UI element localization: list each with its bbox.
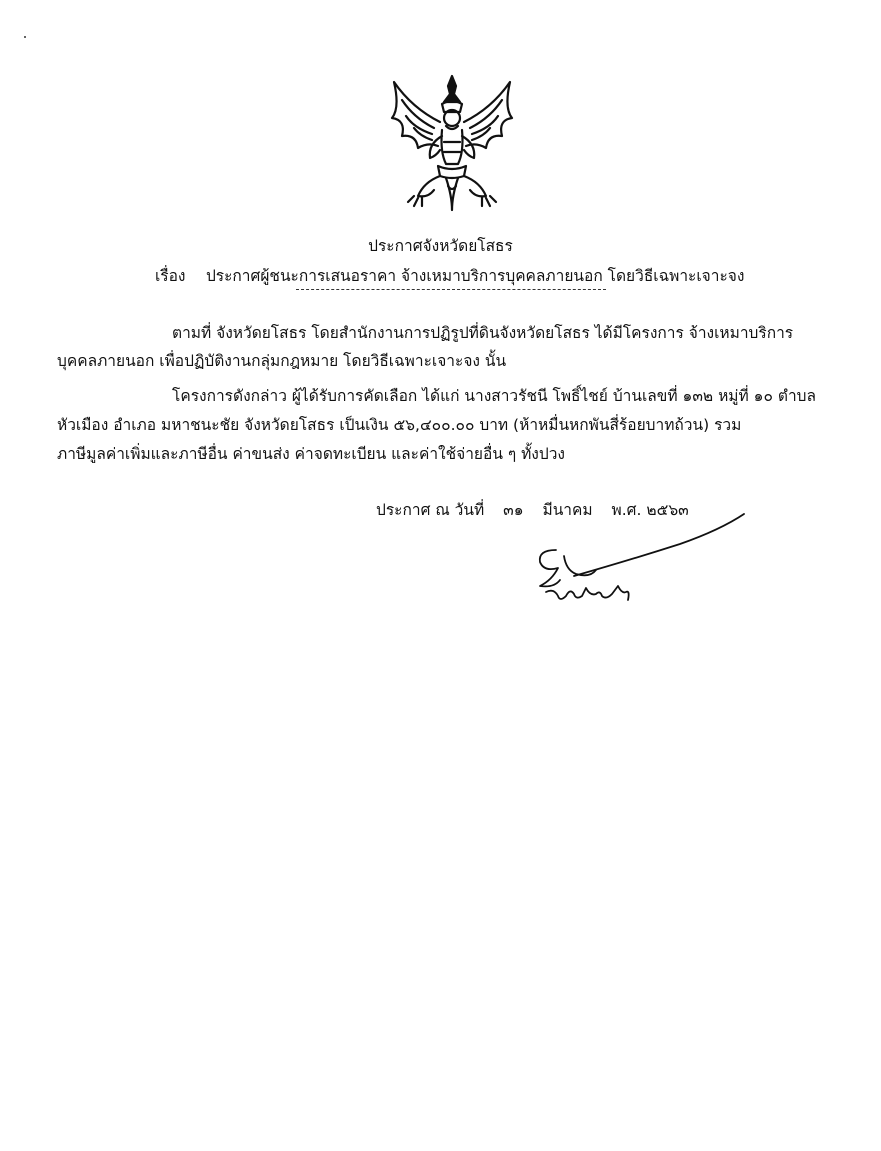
subject-text: ประกาศผู้ชนะการเสนอราคา จ้างเหมาบริการบุคคลภายนอก โดยวิธีเฉพาะเจาะจง [205,267,745,285]
date-day: ๓๑ [503,501,524,519]
body-line-4: หัวเมือง อำเภอ มหาชนะชัย จังหวัดยโสธร เป็นเงิน ๕๖,๔๐๐.๐๐ บาท (ห้าหมื่นหกพันสี่ร้อยบาทถ้วน) รวม [57,416,742,434]
body-line-5: ภาษีมูลค่าเพิ่มและภาษีอื่น ค่าขนส่ง ค่าจดทะเบียน และค่าใช้จ่ายอื่น ๆ ทั้งปวง [57,445,565,463]
subject-line [155,263,744,288]
scan-speck [24,36,26,38]
subject-label: เรื่อง [155,267,186,285]
date-prefix: ประกาศ ณ วันที่ [376,501,485,519]
body-line-3: โครงการดังกล่าว ผู้ได้รับการคัดเลือก ได้แก่ นางสาวรัชนี โพธิ์ไชย์ บ้านเลขที่ ๑๓๒ หมู่ที่ ๑๐ ตำบล [172,387,816,405]
date-month: มีนาคม [542,501,593,519]
body-line-2: บุคคลภายนอก เพื่อปฏิบัติงานกลุ่มกฎหมาย โดยวิธีเฉพาะเจาะจง นั้น [57,352,507,370]
handwritten-signature [530,510,760,610]
date-year: พ.ศ. ๒๕๖๓ [611,501,689,519]
document-title: ประกาศจังหวัดยโสธร [368,237,513,255]
garuda-emblem-icon [384,72,520,214]
separator-rule [296,289,606,290]
body-line-1: ตามที่ จังหวัดยโสธร โดยสำนักงานการปฏิรูปที่ดินจังหวัดยโสธร ได้มีโครงการ จ้างเหมาบริการ [172,324,794,342]
